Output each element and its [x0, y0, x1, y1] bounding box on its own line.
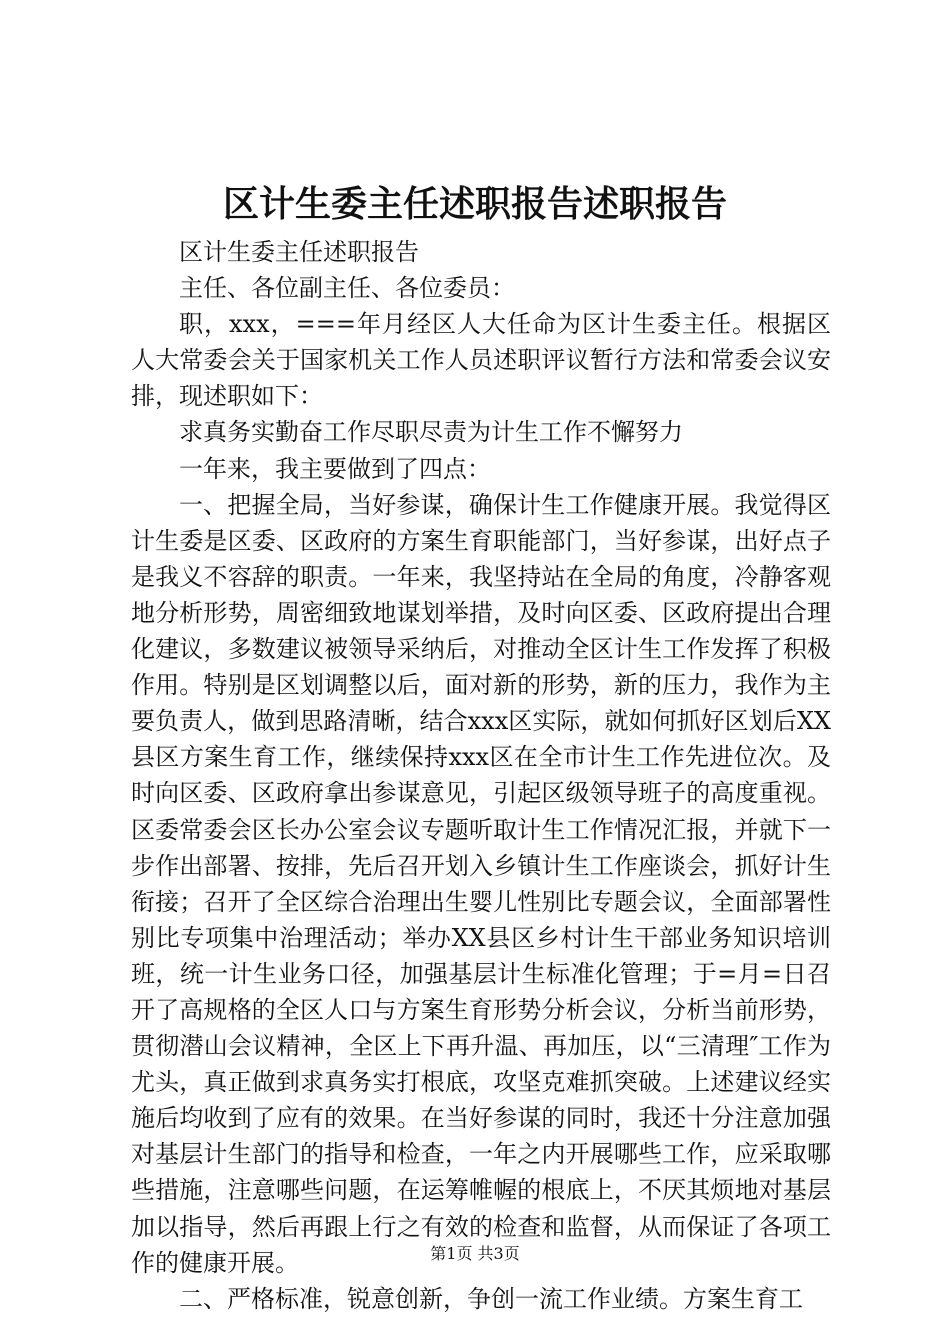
- document-body: [131, 234, 831, 1317]
- paragraph-section-one: 一、把握全局，当好参谋，确保计生工作健康开展。我觉得区计生委是区委、区政府的方案生育职能部门，当好参谋，出好点子是我义不容辞的职责。一年来，我坚持站在全局的角度，冷静客观地分析形势，周密细致地谋划举措，及时向区委、区政府提出合理化建议，多数建议被领导采纳后，对推动全区计生工作发挥了积极作用。特别是区划调整以后，面对新的形势，新的压力，我作为主要负责人，做到思路清晰，结合xxx区实际，就如何抓好区划后XX县区方案生育工作，继续保持xxx区在全市计生工作先进位次。及时向区委、区政府拿出参谋意见，引起区级领导班子的高度重视。区委常委会区长办公室会议专题听取计生工作情况汇报，并就下一步作出部署、按排，先后召开划入乡镇计生工作座谈会，抓好计生衔接；召开了全区综合治理出生婴儿性别比专题会议，全面部署性别比专项集中治理活动；举办XX县区乡村计生干部业务知识培训班，统一计生业务口径，加强基层计生标准化管理；于=月=日召开了高规格的全区人口与方案生育形势分析会议，分析当前形势，贯彻潜山会议精神，全区上下再升温、再加压，以“三清理″工作为尤头，真正做到求真务实打根底，攻坚克难抓突破。上述建议经实施后均收到了应有的效果。在当好参谋的同时，我还十分注意加强对基层计生部门的指导和检查，一年之内开展哪些工作，应采取哪些措施，注意哪些问题，在运筹帷幄的根底上，不厌其烦地对基层加以指导，然后再跟上行之有效的检查和监督，从而保证了各项工作的健康开展。: [131, 490, 831, 1277]
- paragraph-section-two: 二、严格标准，锐意创新，争创一流工作业绩。方案生育工: [179, 1284, 803, 1313]
- paragraph-intro: 职，xxx，===年月经区人大任命为区计生委主任。根据区人大常委会关于国家机关工作人员述职评议暂行方法和常委会议安排，现述职如下：: [131, 310, 831, 411]
- paragraph-subtitle: 区计生委主任述职报告: [179, 238, 419, 266]
- page-number-footer: 第1页 共3页: [430, 1244, 520, 1263]
- document-title: 区计生委主任述职报告述职报告: [222, 183, 727, 225]
- paragraph-summary: 一年来，我主要做到了四点：: [179, 454, 491, 483]
- paragraph-heading: 求真务实勤奋工作尽职尽责为计生工作不懈努力: [179, 418, 683, 447]
- paragraph-salutation: 主任、各位副主任、各位委员：: [179, 274, 515, 303]
